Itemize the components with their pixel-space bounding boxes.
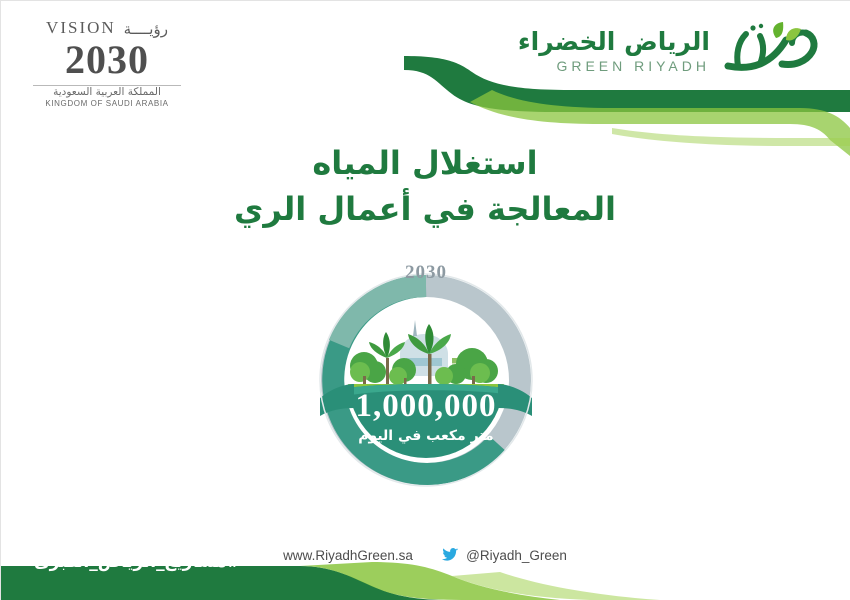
badge-statistic-unit: متر مكعب في اليوم bbox=[358, 428, 494, 444]
footer-hashtag: #مشاريع_الرياض_الكبرى bbox=[34, 552, 241, 572]
brand-english-name: GREEN RIYADH bbox=[556, 58, 710, 74]
vision-arabic-subtitle: المملكة العربية السعودية bbox=[53, 86, 161, 98]
badge-statistic-value: 1,000,000 bbox=[355, 388, 497, 424]
vision-number-0: 0 bbox=[86, 37, 107, 82]
vision-word: VISION bbox=[46, 18, 116, 37]
vision-arabic-word: رؤيــــة bbox=[123, 20, 168, 38]
vision-number-2: 2 bbox=[65, 37, 86, 82]
vision-english-subtitle: KINGDOM OF SAUDI ARABIA bbox=[45, 99, 169, 108]
twitter-handle[interactable]: @Riyadh_Green bbox=[466, 548, 567, 563]
badge-year-label: 2030 bbox=[405, 262, 447, 283]
vision-logo-top-row bbox=[22, 14, 192, 38]
statistic-badge bbox=[276, 258, 576, 488]
brand-arabic-name: الرياض الخضراء bbox=[517, 27, 710, 56]
page-title bbox=[0, 140, 850, 232]
title-line-1: استغلال المياه bbox=[312, 144, 538, 182]
title-line-2: المعالجة في أعمال الري bbox=[233, 190, 617, 228]
vision-number-30: 30 bbox=[107, 37, 149, 82]
website-link[interactable]: www.RiyadhGreen.sa bbox=[283, 548, 413, 563]
